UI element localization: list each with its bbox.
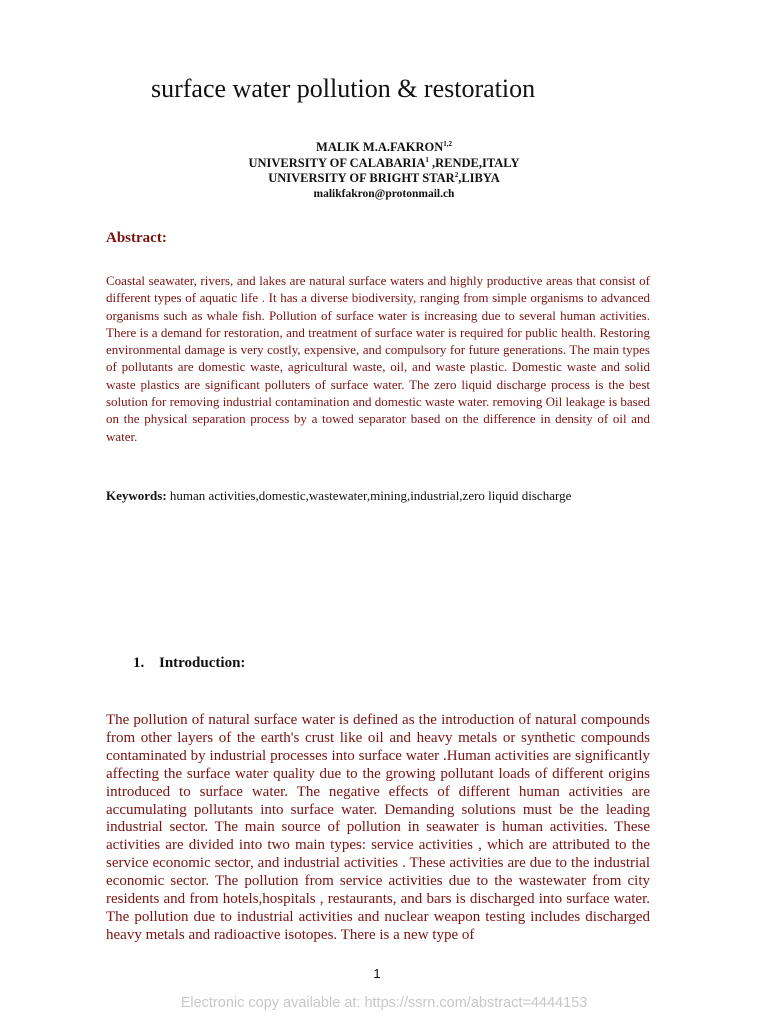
affiliation-1-line bbox=[0, 156, 768, 172]
abstract-heading: Abstract: bbox=[106, 230, 167, 246]
page-number: 1 bbox=[373, 966, 381, 981]
section-number: 1. bbox=[133, 655, 145, 671]
affiliation-2-location: ,LIBYA bbox=[458, 171, 500, 185]
affiliation-1-location: ,RENDE,ITALY bbox=[428, 155, 520, 170]
introduction-heading bbox=[133, 655, 245, 672]
keywords-text: human activities,domestic,wastewater,mining,industrial,zero liquid discharge bbox=[166, 488, 572, 503]
abstract-body: Coastal seawater, rivers, and lakes are natural surface waters and highly productive areas that consist of different types of aquatic life . It has a diverse biodiversity, ranging from simple organisms to advanced organisms such as whale fish. Pollution of surface water is increasing due to several human activities. There is a demand for restoration, and treatment of surface water is required for public health. Restoring environmental damage is very costly, expensive, and compulsory for future generations. The main types of pollutants are domestic waste, agricultural waste, oil, and waste plastic. Domestic waste and solid waste plastics are significant polluters of surface water. The zero liquid discharge process is the best solution for removing industrial contamination and domestic waste water. removing Oil leakage is based on the physical separation process by a towed separator based on the difference in density of oil and water. bbox=[106, 273, 650, 444]
affiliation-2-line bbox=[0, 171, 768, 187]
author-email: malikfakron@protonmail.ch bbox=[313, 187, 455, 200]
keywords-label: Keywords: bbox=[106, 488, 167, 503]
author-name: MALIK M.A.FAKRON bbox=[316, 140, 444, 154]
affiliation-1-superscript: 1 bbox=[425, 155, 429, 164]
affiliation-1-name: UNIVERSITY OF CALABARIA bbox=[248, 155, 426, 170]
paper-title: surface water pollution & restoration bbox=[151, 74, 536, 103]
author-block bbox=[0, 140, 768, 202]
section-title: Introduction: bbox=[159, 655, 246, 671]
author-name-superscript: 1,2 bbox=[443, 140, 452, 148]
keywords-line bbox=[106, 487, 571, 504]
author-name-line bbox=[0, 140, 768, 156]
ssrn-footer: Electronic copy available at: https://ssrn.com/abstract=4444153 bbox=[180, 995, 588, 1011]
affiliation-2-superscript: 2 bbox=[454, 171, 459, 179]
affiliation-2-name: UNIVERSITY OF BRIGHT STAR bbox=[268, 171, 455, 185]
introduction-body: The pollution of natural surface water is defined as the introduction of natural compounds from other layers of the earth's crust like oil and heavy metals or synthetic compounds contaminated by industrial processes into surface water .Human activities are significantly affecting the surface water quality due to the growing pollutant loads of different origins introduced to surface water. The negative effects of different human activities are accumulating pollutants into surface water. Demanding solutions must be the leading industrial sector. The main source of pollution in seawater is human activities. These activities are divided into two main types: service activities , which are attributed to the service economic sector, and industrial activities . These activities are due to the industrial economic sector. The pollution from service activities due to the wastewater from city residents and from hotels,hospitals , restaurants, and bars is discharged into surface water. The pollution due to industrial activities and nuclear weapon testing includes discharged heavy metals and radioactive isotopes. There is a new type of bbox=[106, 712, 650, 943]
